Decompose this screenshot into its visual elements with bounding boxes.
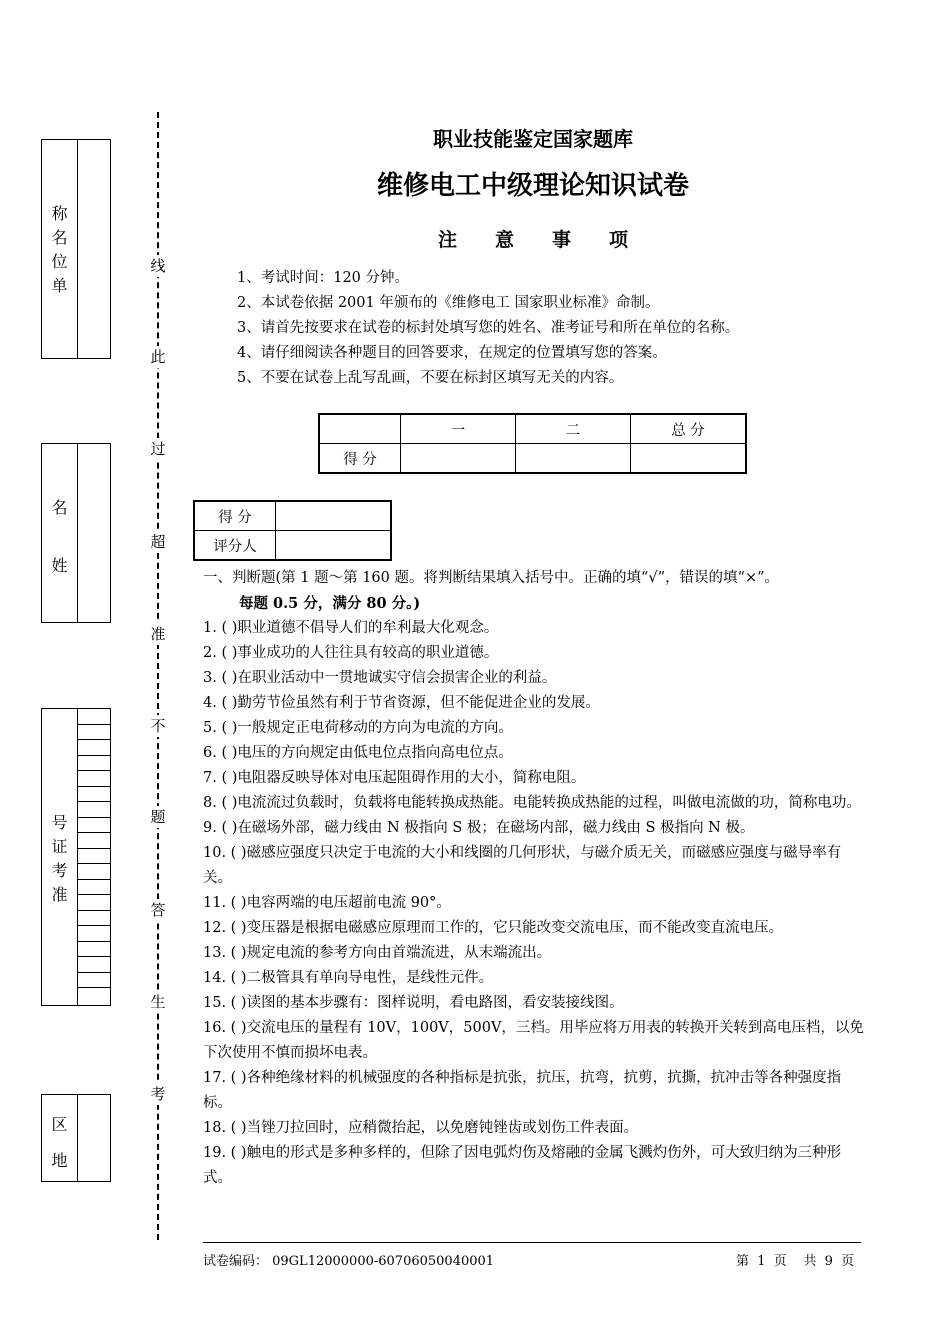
binding-char: 生 bbox=[150, 993, 166, 1011]
score-cell bbox=[631, 444, 747, 474]
score-header-blank bbox=[319, 414, 401, 444]
page-number: 第 1 页 共 9 页 bbox=[736, 1254, 855, 1269]
question-item: 13. ( )规定电流的参考方向由首端流进，从末端流出。 bbox=[203, 945, 552, 961]
grader-score-cell bbox=[276, 501, 392, 531]
question-item: 10. ( )磁感应强度只决定于电流的大小和线圈的几何形状，与磁介质无关，而磁感应强度与磁导率有关。 bbox=[203, 845, 842, 886]
binding-char: 考 bbox=[150, 1085, 166, 1103]
grader-name-label: 评分人 bbox=[194, 531, 276, 561]
question-item: 19. ( )触电的形式是多种多样的，但除了因电弧灼伤及熔融的金属飞溅灼伤外，可大致归纳为三种形式。 bbox=[203, 1145, 842, 1186]
question-item: 11. ( )电容两端的电压超前电流 90°。 bbox=[203, 895, 451, 911]
question-item: 2. ( )事业成功的人往往具有较高的职业道德。 bbox=[203, 645, 499, 661]
score-header-part1: 一 bbox=[401, 414, 516, 444]
grader-table bbox=[193, 500, 392, 561]
ticket-label: 号 证 考 准 bbox=[51, 813, 68, 904]
question-item: 6. ( )电压的方向规定由低电位点指向高电位点。 bbox=[203, 745, 513, 761]
notice-item: 2、本试卷依据 2001 年颁布的《维修电工 国家职业标准》命制。 bbox=[237, 295, 660, 311]
question-item: 4. ( )勤劳节俭虽然有利于节省资源，但不能促进企业的发展。 bbox=[203, 695, 600, 711]
notice-heading: 注意事项 bbox=[438, 229, 667, 251]
exam-title: 维修电工中级理论知识试卷 bbox=[376, 171, 689, 201]
section-title: 一、判断题(第 1 题～第 160 题。将判断结果填入括号中。正确的填“√”，错误的填“×”。 每题 0.5 分，满分 80 分。) bbox=[203, 570, 780, 612]
binding-char: 此 bbox=[150, 348, 166, 366]
score-cell bbox=[516, 444, 631, 474]
question-item: 15. ( )读图的基本步骤有：图样说明，看电路图，看安装接线图。 bbox=[203, 995, 624, 1011]
score-header-total: 总 分 bbox=[631, 414, 747, 444]
ticket-number-box bbox=[41, 708, 111, 1006]
question-item: 16. ( )交流电压的量程有 10V，100V，500V，三档。用毕应将万用表的转换开关转到高电压档，以免下次使用不慎而损坏电表。 bbox=[203, 1020, 864, 1061]
notice-list bbox=[237, 266, 739, 391]
binding-char: 线 bbox=[150, 257, 166, 275]
notice-item: 3、请首先按要求在试卷的标封处填写您的姓名、准考证号和所在单位的名称。 bbox=[237, 320, 740, 336]
grader-name-cell bbox=[276, 531, 392, 561]
question-item: 8. ( )电流流过负载时，负载将电能转换成热能。电能转换成热能的过程，叫做电流做的功，简称电功。 bbox=[203, 795, 861, 811]
notice-item: 1、考试时间：120 分钟。 bbox=[237, 270, 410, 286]
binding-dashed-line bbox=[157, 112, 159, 1240]
binding-char: 题 bbox=[150, 808, 166, 826]
binding-char: 过 bbox=[150, 440, 166, 458]
footer-rule bbox=[203, 1242, 861, 1243]
score-row-label: 得 分 bbox=[319, 444, 401, 474]
question-item: 14. ( )二极管具有单向导电性，是线性元件。 bbox=[203, 970, 494, 986]
binding-char: 超 bbox=[150, 533, 166, 551]
area-label: 区 地 bbox=[51, 1115, 68, 1170]
unit-label: 称 名 位 单 bbox=[51, 204, 68, 295]
question-item: 9. ( )在磁场外部，磁力线由 N 极指向 S 极；在磁场内部，磁力线由 S 极指向 N 极。 bbox=[203, 820, 755, 836]
name-label: 名 姓 bbox=[51, 498, 68, 575]
candidate-name-box bbox=[41, 443, 111, 623]
region-box bbox=[41, 1094, 111, 1182]
question-item: 12. ( )变压器是根据电磁感应原理而工作的，它只能改变交流电压，而不能改变直流电压。 bbox=[203, 920, 784, 936]
score-cell bbox=[401, 444, 516, 474]
notice-item: 4、请仔细阅读各种题目的回答要求，在规定的位置填写您的答案。 bbox=[237, 345, 667, 361]
question-item: 17. ( )各种绝缘材料的机械强度的各种指标是抗张，抗压，抗弯，抗剪，抗撕，抗冲击等各种强度指标。 bbox=[203, 1070, 842, 1111]
question-item: 3. ( )在职业活动中一贯地诚实守信会损害企业的利益。 bbox=[203, 670, 557, 686]
true-false-section bbox=[203, 566, 865, 1191]
grader-score-label: 得 分 bbox=[194, 501, 276, 531]
question-bank-title: 职业技能鉴定国家题库 bbox=[433, 127, 633, 151]
question-item: 5. ( )一般规定正电荷移动的方向为电流的方向。 bbox=[203, 720, 513, 736]
ticket-number-grid bbox=[77, 709, 110, 1005]
exam-code: 试卷编码： 09GL12000000-60706050040001 bbox=[203, 1254, 495, 1269]
binding-char: 不 bbox=[150, 717, 166, 735]
score-table bbox=[318, 413, 747, 474]
score-header-part2: 二 bbox=[516, 414, 631, 444]
binding-char: 准 bbox=[150, 625, 166, 643]
binding-char: 答 bbox=[150, 901, 166, 919]
question-item: 1. ( )职业道德不倡导人们的牟利最大化观念。 bbox=[203, 620, 499, 636]
notice-item: 5、不要在试卷上乱写乱画，不要在标封区填写无关的内容。 bbox=[237, 370, 624, 386]
question-item: 7. ( )电阻器反映导体对电压起阻碍作用的大小，简称电阻。 bbox=[203, 770, 586, 786]
question-item: 18. ( )当锉刀拉回时，应稍微抬起，以免磨钝锉齿或划伤工件表面。 bbox=[203, 1120, 639, 1136]
